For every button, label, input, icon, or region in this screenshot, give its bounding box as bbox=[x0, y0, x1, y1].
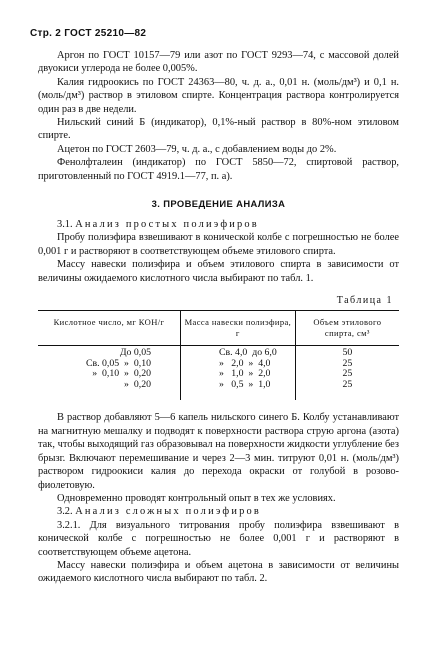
paragraph-3-1-table-ref: Массу навески полиэфира и объем этилового спирта в зависимости от величины ожидаемого кислотного числа выбирают по табл. 1. bbox=[38, 259, 399, 284]
paragraph-acetone: Ацетон по ГОСТ 2603—79, ч. д. а., с добавлением воды до 2%. bbox=[57, 143, 337, 155]
header-sample-mass: Масса навески полиэфира, г bbox=[181, 311, 296, 346]
subsection-3-1-heading bbox=[38, 218, 399, 231]
page-content bbox=[38, 49, 399, 586]
cell-text: До 0,05 bbox=[119, 347, 151, 359]
header-ethanol-volume: Объем этилового спирта, см³ bbox=[295, 311, 399, 346]
cell-text: Св. 4,0 до 6,0 bbox=[219, 347, 277, 359]
subsection-number: 3.1. bbox=[57, 219, 73, 231]
table-caption: Таблица 1 bbox=[336, 295, 393, 307]
cell-text: 25 bbox=[342, 357, 353, 369]
paragraph-titration: В раствор добавляют 5—6 капель нильского синего Б. Колбу устанавливают на магнитную мешалку и подводят к поверхности раствора струю аргона (азота) так, чтобы выходящий газ образовывал на поверхности жидкости углубление без брызг. Включают перемешивание и через 2—3 мин. титруют 0,01 н. (моль/дм³) раствором гидроокиси калия до перехода окраски от голубой в розово-фиолетовую. bbox=[38, 412, 399, 491]
header-acid-number: Кислотное число, мг КОН/г bbox=[38, 311, 181, 346]
subsection-title: Анализ сложных полиэфиров bbox=[75, 506, 262, 518]
cell-text: » 0,5 » 1,0 bbox=[219, 378, 271, 390]
paragraph-argon: Аргон по ГОСТ 10157—79 или азот по ГОСТ 9293—74, с массовой долей двуокиси углерода не более 0,005%. bbox=[38, 50, 399, 75]
page-header: Стр. 2 ГОСТ 25210—82 bbox=[30, 28, 147, 39]
table-row bbox=[38, 346, 399, 401]
subsection-3-2-heading bbox=[38, 505, 399, 518]
cell-sample-mass bbox=[181, 346, 296, 401]
cell-text: Св. 0,05 » 0,10 bbox=[85, 357, 151, 369]
table-1 bbox=[38, 310, 399, 400]
paragraph-3-1-weighing: Пробу полиэфира взвешивают в конической колбе с погрешностью не более 0,001 г и растворяют в соответствующем объеме этилового спирта. bbox=[38, 232, 399, 257]
paragraph-3-2-table-ref: Массу навески полиэфира и объем ацетона в зависимости от величины ожидаемого кислотного числа выбирают по табл. 2. bbox=[38, 559, 399, 585]
subsection-title: Анализ простых полиэфиров bbox=[75, 219, 259, 231]
paragraph-3-2-1: 3.2.1. Для визуального титрования пробу полиэфира взвешивают в конической колбе с погрешностью не более 0,001 г и растворяют в соответствующем объеме ацетона. bbox=[38, 519, 399, 558]
section-title: 3. ПРОВЕДЕНИЕ АНАЛИЗА bbox=[151, 198, 286, 210]
paragraph-nile-blue: Нильский синий Б (индикатор), 0,1%-ный раствор в 80%-ном этиловом спирте. bbox=[38, 117, 399, 142]
paragraph-phenolphthalein: Фенолфталеин (индикатор) по ГОСТ 5850—72, спиртовой раствор, приготовленный по ГОСТ 4919.1—77, п. а). bbox=[38, 157, 399, 182]
cell-text: » 0,20 bbox=[124, 378, 151, 390]
table-header-row bbox=[38, 311, 399, 346]
cell-ethanol-volume bbox=[295, 346, 399, 401]
cell-text: » 1,0 » 2,0 bbox=[219, 368, 271, 380]
cell-text: 25 bbox=[342, 378, 353, 390]
cell-text: » 2,0 » 4,0 bbox=[219, 357, 271, 369]
paragraph-koh: Калия гидроокись по ГОСТ 24363—80, ч. д. а., 0,01 н. (моль/дм³) и 0,1 н. (моль/дм³) раствор в этиловом спирте. Концентрация раствора контролируется один раз в две недели. bbox=[38, 76, 399, 115]
cell-acid-number bbox=[38, 346, 181, 401]
cell-text: 25 bbox=[342, 368, 353, 380]
cell-text: 50 bbox=[342, 347, 353, 359]
cell-text: » 0,10 » 0,20 bbox=[92, 368, 151, 380]
subsection-number: 3.2. bbox=[57, 506, 73, 518]
paragraph-control: Одновременно проводят контрольный опыт в тех же условиях. bbox=[57, 492, 336, 504]
